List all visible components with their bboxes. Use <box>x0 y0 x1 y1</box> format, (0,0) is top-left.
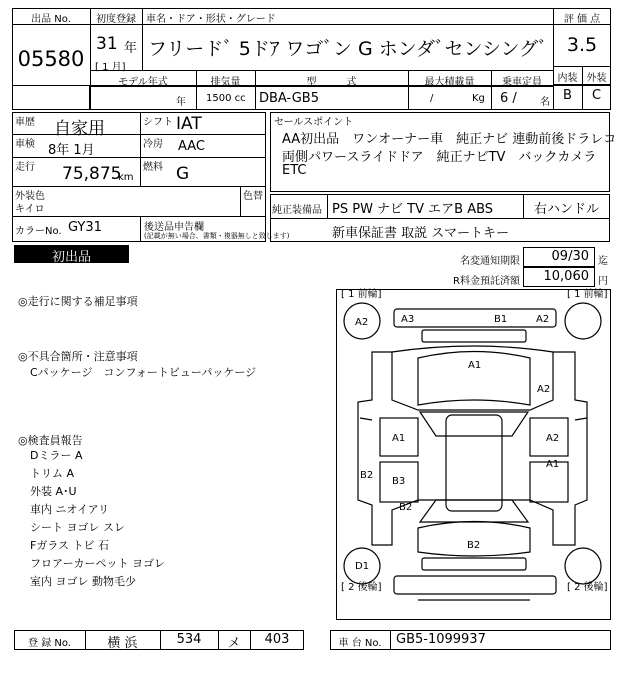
chassis-label: 車 台 No. <box>338 638 382 649</box>
color-change-label: 色替 <box>243 191 263 202</box>
lot-number-label: 出品 No. <box>31 14 71 25</box>
model-type-value: DBA-GB5 <box>259 91 319 106</box>
car-name: フリードﾞ 5ドｱ ワゴﾞン G ホンダﾞセンシングﾞ <box>148 38 548 60</box>
corner-front-left-label: [ 1 前輪] <box>341 289 382 300</box>
supplement-title: ◎走行に関する補足事項 <box>18 295 138 308</box>
registration-area: 横 浜 <box>107 636 138 651</box>
exterior-label: 外装 <box>586 73 607 84</box>
damage-mark: A2 <box>537 384 551 395</box>
chassis-number: GB5-1099937 <box>396 632 486 647</box>
registration-number: 403 <box>264 632 290 647</box>
inspector-title: ◎検査員報告 <box>18 434 83 447</box>
sales-point-line-2: 両側パワースライドドア 純正ナビTV バックカメラ <box>282 150 597 165</box>
damage-mark: B2 <box>399 502 413 513</box>
mileage-unit: km <box>118 172 134 183</box>
shift-value: IAT <box>176 114 202 134</box>
load-unit: Kg <box>472 93 485 104</box>
first-registration-month: [ 1 月] <box>95 62 126 73</box>
damage-mark: A2 <box>546 433 560 444</box>
inspector-line-5: シート ヨゴレ スレ <box>30 521 125 534</box>
exterior-grade: C <box>591 88 602 103</box>
name-change-unit: 迄 <box>598 256 608 267</box>
color-no-label: カラーNo. <box>15 226 62 237</box>
damage-mark: B1 <box>494 314 508 325</box>
damage-mark: B2 <box>467 540 481 551</box>
issues-title: ◎不具合箇所・注意事項 <box>18 350 138 363</box>
sales-points-label: セールスポイント <box>274 117 354 128</box>
capacity-unit: 名 <box>540 97 550 108</box>
max-load-value: / <box>430 93 434 104</box>
recycle-fee-value: 10,060 <box>543 269 589 284</box>
rating-label: 評 価 点 <box>563 14 601 25</box>
first-registration-label: 初度登録 <box>96 14 136 25</box>
inspector-line-2: トリム A <box>30 467 75 480</box>
ac-value: AAC <box>178 139 205 154</box>
recycle-fee-unit: 円 <box>598 276 608 287</box>
damage-mark: A2 <box>536 314 550 325</box>
corner-rear-right-label: [ 2 後輪] <box>567 582 608 593</box>
damage-mark: D1 <box>355 561 370 572</box>
first-registration-year: 31 <box>96 34 118 54</box>
color-no-value: GY31 <box>68 220 102 235</box>
warranty-items: 新車保証書 取説 スマートキー <box>332 226 510 241</box>
rating-score: 3.5 <box>566 34 598 56</box>
history-label: 車歴 <box>15 117 35 128</box>
issues-line-1: Cパッケージ コンフォートビューパッケージ <box>30 366 257 379</box>
mileage-value: 75,875 <box>62 164 122 184</box>
recycle-fee-label: R料金預託済額 <box>453 276 520 287</box>
aftermarket-label: 後送品申告欄 <box>144 222 204 233</box>
equipment-items: PS PW ナビ TV エアB ABS <box>332 202 494 217</box>
inspector-line-3: 外装 A･U <box>30 485 77 498</box>
model-year-unit: 年 <box>176 97 186 108</box>
max-load-label: 最大積載量 <box>424 77 475 88</box>
exterior-color-value: キイロ <box>15 204 45 215</box>
fuel-label: 燃料 <box>143 162 163 173</box>
lot-number: 05580 <box>17 47 85 71</box>
inspection-label: 車検 <box>15 139 35 150</box>
ac-label: 冷房 <box>143 139 163 150</box>
interior-label: 内装 <box>557 73 578 84</box>
car-name-label: 車名・ドア・形状・グレード <box>146 14 276 25</box>
inspector-line-7: フロアーカーペット ヨゴレ <box>30 557 165 570</box>
corner-rear-left-label: [ 2 後輪] <box>341 582 382 593</box>
interior-grade: B <box>563 88 572 103</box>
capacity-value: 6 / <box>500 91 517 106</box>
fuel-value: G <box>176 164 190 184</box>
damage-diagram-frame <box>336 289 611 620</box>
inspector-line-1: Dミラー A <box>30 449 83 462</box>
shift-label: シフト <box>143 117 173 128</box>
sales-point-line-3: ETC <box>282 163 307 178</box>
capacity-label: 乗車定員 <box>502 77 542 88</box>
damage-mark: B2 <box>360 470 374 481</box>
damage-mark: A1 <box>468 360 482 371</box>
aftermarket-note: (記載が無い場合、書類・複器無しと致します) <box>144 232 290 240</box>
history-value: 自家用 <box>54 119 105 139</box>
inspector-line-8: 室内 ヨゴレ 動物毛少 <box>30 575 136 588</box>
damage-mark: B3 <box>392 476 406 487</box>
damage-mark: A3 <box>401 314 415 325</box>
damage-mark: A1 <box>546 459 560 470</box>
damage-mark: A1 <box>392 433 406 444</box>
equipment-label: 純正装備品 <box>272 205 322 216</box>
registration-class: 534 <box>176 632 202 647</box>
inspector-line-6: Fガラス トビ 石 <box>30 539 109 552</box>
sales-point-line-1: AA初出品 ワンオーナー車 純正ナビ 連動前後ドラレコ <box>282 132 617 147</box>
name-change-label: 名変通知期限 <box>460 256 520 267</box>
inspection-value: 8年 1月 <box>48 143 95 158</box>
handle-side: 右ハンドル <box>533 202 599 217</box>
registration-label: 登 録 No. <box>28 638 71 649</box>
model-type-label: 型 式 <box>306 77 357 88</box>
year-unit: 年 <box>124 41 138 56</box>
corner-front-right-label: [ 1 前輪] <box>567 289 608 300</box>
model-year-label: モデル年式 <box>118 77 168 88</box>
first-listing-text: 初出品 <box>51 250 91 265</box>
inspector-line-4: 車内 ニオイアリ <box>30 503 110 516</box>
damage-mark: A2 <box>355 317 369 328</box>
name-change-value: 09/30 <box>551 249 589 264</box>
displacement-label: 排気量 <box>210 77 241 88</box>
mileage-label: 走行 <box>15 162 35 173</box>
exterior-color-label: 外装色 <box>15 191 45 202</box>
registration-kana: メ <box>227 636 241 651</box>
displacement-value: 1500 cc <box>206 93 246 104</box>
